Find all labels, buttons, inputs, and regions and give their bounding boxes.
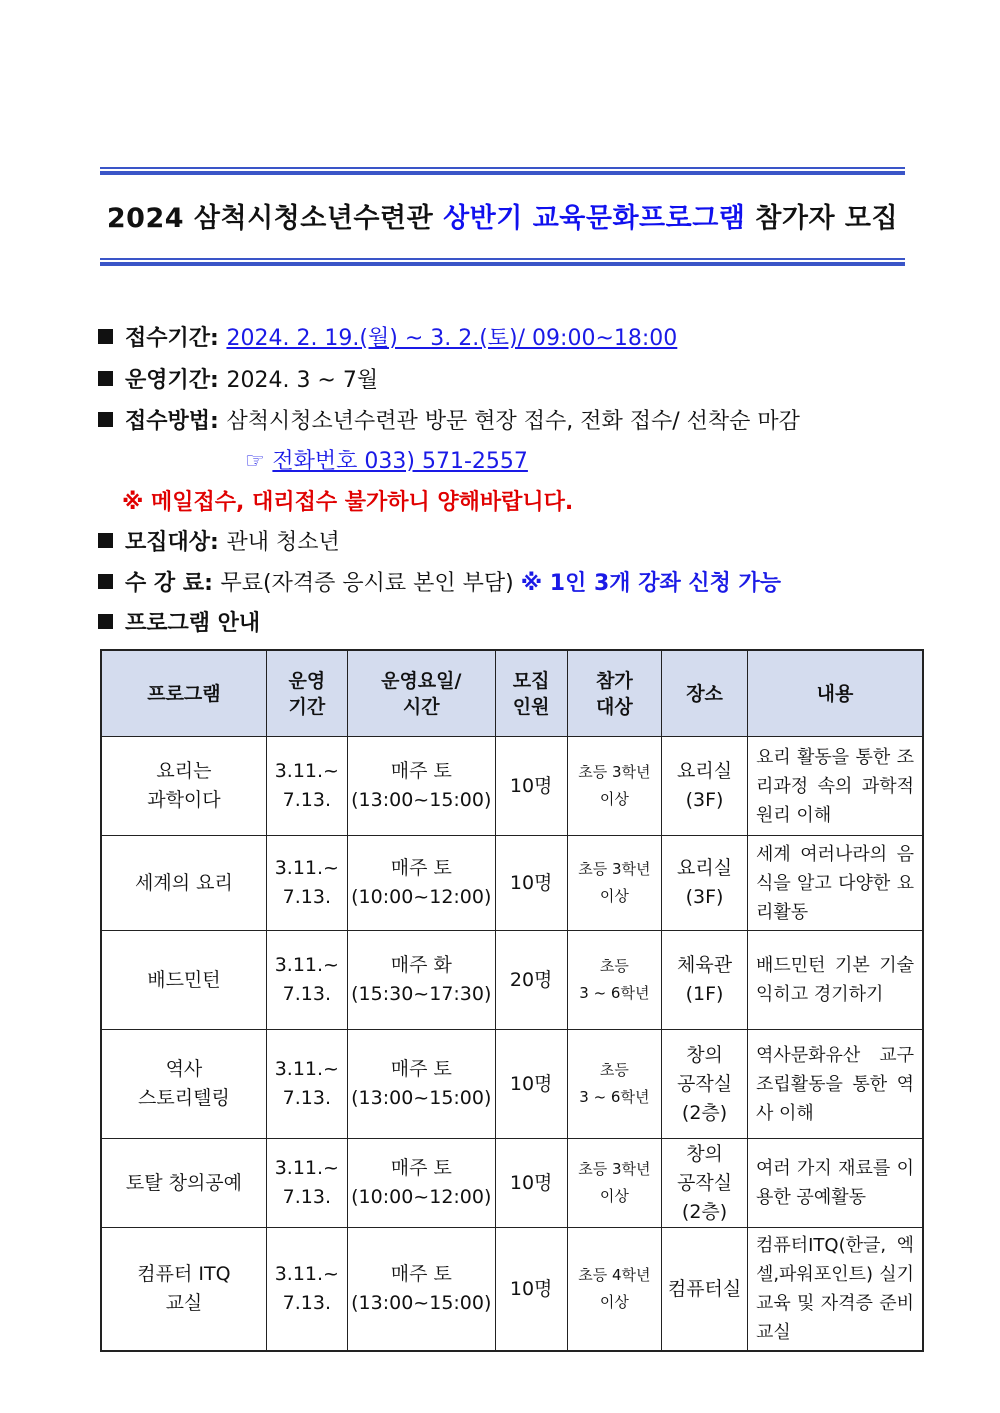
cell-place: 창의 공작실 (2층) <box>662 1139 748 1228</box>
square-bullet-icon <box>98 371 113 386</box>
phone-line <box>245 444 528 475</box>
square-bullet-icon <box>98 614 113 629</box>
target-label: 모집대상: <box>125 530 227 555</box>
reception-value: 2024. 2. 19.(월) ~ 3. 2.(토)/ 09:00~18:00 <box>226 326 678 351</box>
cell-period: 3.11.~ 7.13. <box>266 737 347 836</box>
cell-count: 10명 <box>495 737 567 836</box>
cell-schedule: 매주 토 (13:00~15:00) <box>347 1228 495 1352</box>
fee-note: ※ 1인 3개 강좌 신청 가능 <box>520 571 782 596</box>
title-top-rule <box>100 167 905 176</box>
notice-line: ※ 메일접수, 대리접수 불가하니 양해바랍니다. <box>122 490 574 515</box>
cell-period: 3.11.~ 7.13. <box>266 1139 347 1228</box>
square-bullet-icon <box>98 412 113 427</box>
cell-program: 배드민턴 <box>101 931 266 1030</box>
header-program: 프로그램 <box>101 650 266 737</box>
cell-place: 요리실 (3F) <box>662 737 748 836</box>
header-place: 장소 <box>662 650 748 737</box>
cell-content: 역사문화유산 교구 조립활동을 통한 역사 이해 <box>747 1030 923 1139</box>
cell-program: 요리는 과학이다 <box>101 737 266 836</box>
cell-target: 초등 3학년 이상 <box>567 1139 662 1228</box>
method-value: 삼척시청소년수련관 방문 현장 접수, 전화 접수/ 선착순 마감 <box>226 409 800 434</box>
cell-schedule: 매주 토 (13:00~15:00) <box>347 737 495 836</box>
header-content: 내용 <box>747 650 923 737</box>
header-schedule: 운영요일/ 시간 <box>347 650 495 737</box>
cell-place: 창의 공작실 (2층) <box>662 1030 748 1139</box>
table-row <box>101 737 923 836</box>
cell-target: 초등 3 ~ 6학년 <box>567 931 662 1030</box>
cell-period: 3.11.~ 7.13. <box>266 1030 347 1139</box>
cell-target: 초등 3학년 이상 <box>567 737 662 836</box>
operation-value: 2024. 3 ~ 7월 <box>226 368 379 393</box>
guide-label: 프로그램 안내 <box>125 611 261 636</box>
reception-period-line <box>98 321 677 352</box>
method-label: 접수방법: <box>125 409 227 434</box>
square-bullet-icon <box>98 329 113 344</box>
cell-content: 컴퓨터ITQ(한글, 엑셀,파워포인트) 실기교육 및 자격증 준비교실 <box>747 1228 923 1352</box>
cell-content: 배드민턴 기본 기술 익히고 경기하기 <box>747 931 923 1030</box>
operation-period-line <box>98 363 378 394</box>
square-bullet-icon <box>98 574 113 589</box>
header-period: 운영 기간 <box>266 650 347 737</box>
phone-number: 전화번호 033) 571-2557 <box>272 449 528 474</box>
reception-method-line <box>98 404 800 435</box>
program-table <box>100 649 924 1352</box>
cell-program: 역사 스토리텔링 <box>101 1030 266 1139</box>
fee-line <box>98 566 781 597</box>
cell-schedule: 매주 토 (13:00~15:00) <box>347 1030 495 1139</box>
cell-schedule: 매주 토 (10:00~12:00) <box>347 836 495 931</box>
cell-count: 10명 <box>495 1030 567 1139</box>
table-row <box>101 836 923 931</box>
cell-period: 3.11.~ 7.13. <box>266 931 347 1030</box>
target-value: 관내 청소년 <box>226 530 340 555</box>
cell-target: 초등 4학년 이상 <box>567 1228 662 1352</box>
cell-schedule: 매주 화 (15:30~17:30) <box>347 931 495 1030</box>
title-bottom-rule <box>100 258 905 267</box>
cell-period: 3.11.~ 7.13. <box>266 836 347 931</box>
table-row <box>101 1228 923 1352</box>
table-header-row <box>101 650 923 737</box>
cell-target: 초등 3 ~ 6학년 <box>567 1030 662 1139</box>
cell-schedule: 매주 토 (10:00~12:00) <box>347 1139 495 1228</box>
reception-label: 접수기간: <box>125 326 227 351</box>
cell-content: 여러 가지 재료를 이용한 공예활동 <box>747 1139 923 1228</box>
cell-place: 체육관 (1F) <box>662 931 748 1030</box>
table-row <box>101 1030 923 1139</box>
pointing-hand-icon: ☞ <box>245 449 265 474</box>
cell-count: 20명 <box>495 931 567 1030</box>
fee-value: 무료(자격증 응시료 본인 부담) <box>220 571 521 596</box>
cell-place: 컴퓨터실 <box>662 1228 748 1352</box>
table-body <box>101 737 923 1352</box>
cell-period: 3.11.~ 7.13. <box>266 1228 347 1352</box>
operation-label: 운영기간: <box>125 368 227 393</box>
title-part1: 2024 삼척시청소년수련관 <box>106 203 444 234</box>
cell-content: 세계 여러나라의 음식을 알고 다양한 요리활동 <box>747 836 923 931</box>
cell-program: 토탈 창의공예 <box>101 1139 266 1228</box>
target-line <box>98 525 340 556</box>
cell-count: 10명 <box>495 1139 567 1228</box>
cell-program: 세계의 요리 <box>101 836 266 931</box>
cell-place: 요리실 (3F) <box>662 836 748 931</box>
title-highlight: 상반기 교육문화프로그램 <box>443 203 746 234</box>
cell-count: 10명 <box>495 836 567 931</box>
table-row <box>101 931 923 1030</box>
program-guide-line <box>98 606 260 637</box>
cell-program: 컴퓨터 ITQ 교실 <box>101 1228 266 1352</box>
cell-target: 초등 3학년 이상 <box>567 836 662 931</box>
page-title <box>100 196 905 235</box>
cell-count: 10명 <box>495 1228 567 1352</box>
header-target: 참가 대상 <box>567 650 662 737</box>
table-row <box>101 1139 923 1228</box>
fee-label: 수 강 료: <box>125 571 221 596</box>
title-part2: 참가자 모집 <box>745 203 899 234</box>
square-bullet-icon <box>98 533 113 548</box>
header-count: 모집 인원 <box>495 650 567 737</box>
cell-content: 요리 활동을 통한 조리과정 속의 과학적 원리 이해 <box>747 737 923 836</box>
